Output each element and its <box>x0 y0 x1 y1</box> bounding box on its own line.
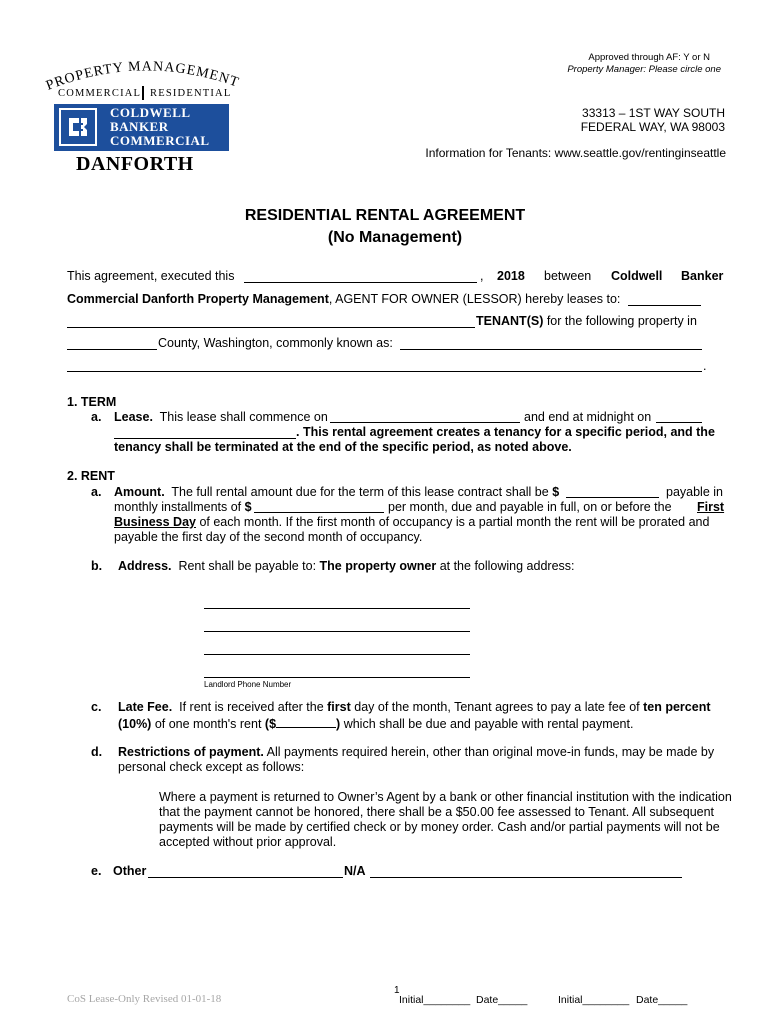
restrict-personal-check: personal check except as follows: <box>118 760 305 774</box>
lessee-field-2[interactable] <box>67 327 475 328</box>
cb-line-3: COMMERCIAL <box>110 133 210 148</box>
term-lease-line <box>114 410 328 424</box>
rent-per-month: per month, due and payable in full, on or before the <box>388 500 672 514</box>
rent-dollar-2: $ <box>244 500 252 514</box>
restrict-text: All payments required herein, other than original move-in funds, may be made by <box>263 745 715 759</box>
lessee-field-1[interactable] <box>628 305 701 306</box>
other-label: Other <box>113 864 147 878</box>
rent-following: at the following address: <box>436 559 575 573</box>
rent-first: First <box>697 500 725 514</box>
rent-address-label: Address. <box>118 559 172 573</box>
logo-residential: RESIDENTIAL <box>150 88 232 99</box>
rent-business-day-line <box>114 515 709 529</box>
restrict-label: Restrictions of payment. <box>118 745 264 759</box>
page-number: 1 <box>394 985 400 996</box>
cb-line-2: BANKER <box>110 119 169 134</box>
landlord-phone-label: Landlord Phone Number <box>204 680 292 689</box>
known-as-field-1[interactable] <box>400 349 702 350</box>
owner-address-field-1[interactable] <box>204 608 470 609</box>
executed-date-field[interactable] <box>244 282 477 283</box>
rent-payable-in: payable in <box>666 485 723 499</box>
rent-dollar: $ <box>552 485 560 499</box>
cb-line-1: COLDWELL <box>110 105 191 120</box>
rent-each-month: of each month. If the first month of occupancy is a partial month the rent will be prorated and <box>195 515 710 529</box>
approval-line: Approved through AF: Y or N <box>588 52 710 63</box>
logo-commercial: COMMERCIAL <box>58 88 142 99</box>
late-paren-dollar: ($ <box>264 717 277 731</box>
rent-e-label: e. <box>91 864 102 878</box>
rent-address-text: Rent shall be payable to: <box>178 559 317 573</box>
lease-end-field-2[interactable] <box>114 438 296 439</box>
bank-line-1: Where a payment is returned to Owner’s Agent by a bank or other financial institution with the indication <box>159 790 732 804</box>
cb-logo-box <box>54 104 229 151</box>
other-field-2[interactable] <box>370 877 682 878</box>
intro-banker: Banker <box>681 269 724 283</box>
late-text-1: If rent is received after the <box>179 700 324 714</box>
revision-note: CoS Lease-Only Revised 01-01-18 <box>67 993 222 1005</box>
term-a-label: a. <box>91 410 102 424</box>
intro-coldwell: Coldwell <box>611 269 663 283</box>
intro-tenants-line <box>476 314 697 328</box>
logo-arc-text: PROPERTY MANAGEMENT <box>44 59 242 94</box>
late-ten-percent: ten percent <box>643 700 711 714</box>
rent-owner: The property owner <box>319 559 437 573</box>
term-bold-line-1: . This rental agreement creates a tenancy for a specific period, and the <box>296 425 715 439</box>
late-fee-label: Late Fee. <box>118 700 173 714</box>
bank-line-2: that the payment cannot be honored, there shall be a $50.00 fee assessed to Tenant. All subsequent <box>159 805 715 819</box>
rent-address-line <box>118 559 575 573</box>
tenant-info-link[interactable]: Information for Tenants: www.seattle.gov/rentinginseattle <box>425 146 726 160</box>
intro-agent-text: , AGENT FOR OWNER (LESSOR) hereby leases to: <box>328 292 621 306</box>
known-as-field-2[interactable] <box>67 371 702 372</box>
late-first: first <box>327 700 351 714</box>
total-rent-field[interactable] <box>566 497 659 498</box>
late-pct: (10%) <box>118 717 152 731</box>
intro-agent-line <box>67 292 620 306</box>
intro-tenants: TENANT(S) <box>476 314 544 328</box>
rent-monthly: monthly installments of <box>114 500 242 514</box>
intro-year: 2018 <box>497 269 525 283</box>
lease-end-field-1[interactable] <box>656 422 702 423</box>
county-field[interactable] <box>67 349 157 350</box>
rent-d-label: d. <box>91 745 103 759</box>
date-field-2[interactable]: Date_____ <box>636 994 688 1006</box>
term-heading: 1. TERM <box>67 395 117 409</box>
late-of-month: of one month's rent <box>151 717 262 731</box>
term-bold-line-2: tenancy shall be terminated at the end of the specific period, as noted above. <box>114 440 572 454</box>
intro-period: . <box>703 359 707 373</box>
other-na: N/A <box>344 864 366 878</box>
restrict-line-1 <box>118 745 714 759</box>
term-end-text: and end at midnight on <box>524 410 652 424</box>
rent-a-label: a. <box>91 485 102 499</box>
landlord-phone-field[interactable] <box>204 677 470 678</box>
intro-county: County, Washington, commonly known as: <box>158 336 393 350</box>
late-fee-amount-field[interactable] <box>276 715 336 728</box>
late-close-paren: ) <box>336 717 341 731</box>
rent-payable-first: payable the first day of the second month of occupancy. <box>114 530 423 544</box>
address-line-1: 33313 – 1ST WAY SOUTH <box>582 106 725 120</box>
late-text-2: day of the month, Tenant agrees to pay a late fee of <box>350 700 640 714</box>
intro-company: Commercial Danforth Property Management <box>67 292 329 306</box>
page-title: RESIDENTIAL RENTAL AGREEMENT <box>244 207 526 224</box>
rent-amount-text: The full rental amount due for the term of this lease contract shall be <box>171 485 549 499</box>
logo-divider <box>142 86 144 100</box>
owner-address-field-2[interactable] <box>204 631 470 632</box>
rent-amount-label: Amount. <box>114 485 165 499</box>
pm-circle-note: Property Manager: Please circle one <box>567 64 721 75</box>
initial-field-1[interactable]: Initial________ <box>399 994 471 1006</box>
monthly-installment-field[interactable] <box>254 512 384 513</box>
lease-start-field[interactable] <box>330 422 520 423</box>
intro-executed: This agreement, executed this <box>67 269 235 283</box>
late-fee-line-1 <box>118 700 711 714</box>
rent-amount-line <box>114 485 559 499</box>
rent-monthly-line <box>114 500 252 514</box>
rent-b-label: b. <box>91 559 103 573</box>
logo-danforth: DANFORTH <box>76 153 194 175</box>
late-fee-line-2 <box>118 715 633 731</box>
term-lease-label: Lease. <box>114 410 153 424</box>
initial-field-2[interactable]: Initial________ <box>558 994 630 1006</box>
term-lease-text: This lease shall commence on <box>159 410 328 424</box>
date-field-1[interactable]: Date_____ <box>476 994 528 1006</box>
bank-line-3: payments will be made by certified check or by money order. Cash and/or partial payments will not be <box>159 820 720 834</box>
page-subtitle: (No Management) <box>327 229 463 246</box>
other-field[interactable] <box>148 877 343 878</box>
cb-mark-icon <box>59 108 97 146</box>
intro-between: between <box>544 269 592 283</box>
rent-business-day: Business Day <box>114 515 196 529</box>
address-line-2: FEDERAL WAY, WA 98003 <box>580 120 725 134</box>
rent-c-label: c. <box>91 700 102 714</box>
intro-property-in: for the following property in <box>543 314 697 328</box>
bank-line-4: accepted without prior approval. <box>159 835 337 849</box>
late-due-payable: which shall be due and payable with rental payment. <box>340 717 634 731</box>
owner-address-field-3[interactable] <box>204 654 470 655</box>
rent-heading: 2. RENT <box>67 469 115 483</box>
